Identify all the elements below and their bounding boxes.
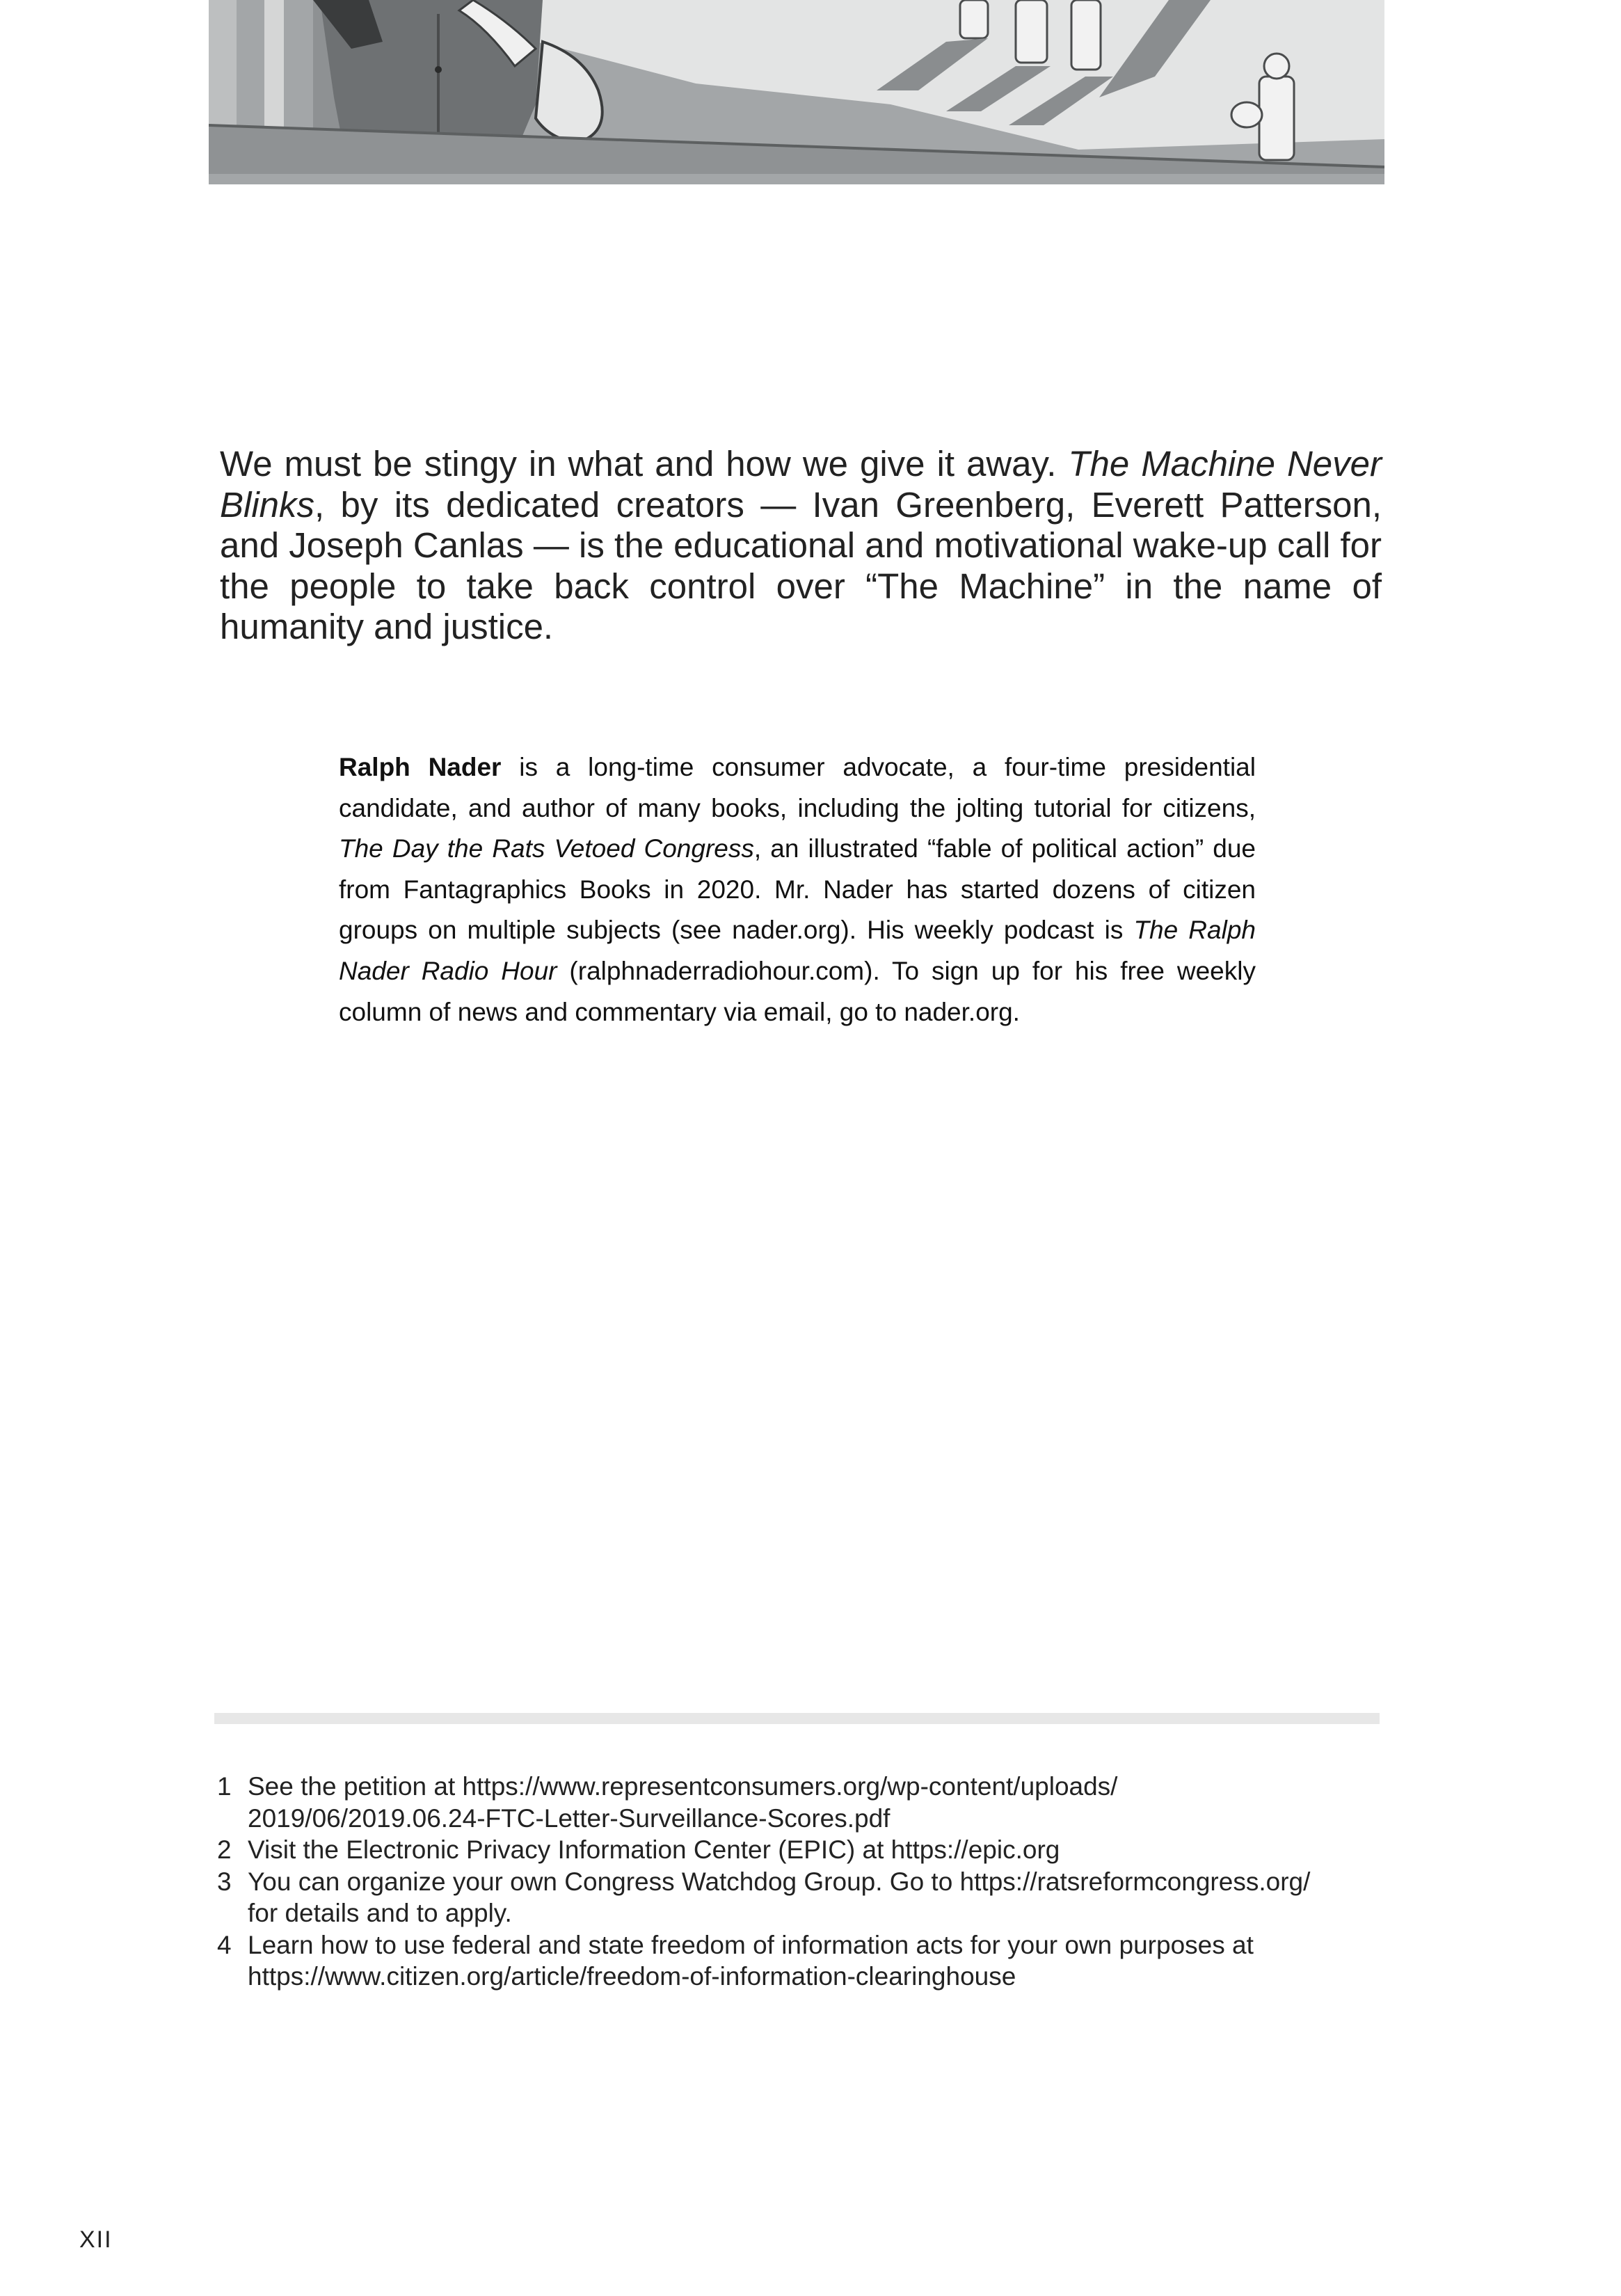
footnote-item <box>217 1866 1386 1929</box>
footnote-number: 4 <box>217 1930 232 1959</box>
bio-text-part1: is a long-time consumer advocate, a four-time presidential candidate, and author of many books, including the jolting tutorial for citizens, <box>339 753 1256 822</box>
bio-podcast-title: The Ralph Nader Radio Hour <box>339 916 1256 985</box>
bio-book-title: The Day the Rats Vetoed Congress <box>339 834 754 863</box>
footnote-text: You can organize your own Congress Watchdog Group. Go to https://ratsreformcongress.org/ for details and to apply. <box>248 1867 1311 1927</box>
footnote-number: 3 <box>217 1867 232 1896</box>
comic-panel-icon <box>209 0 1384 184</box>
footnote-text: Learn how to use federal and state freedom of information acts for your own purposes at https://www.citizen.org/article/freedom-of-information-clearinghouse <box>248 1930 1254 1991</box>
footnotes-list <box>217 1771 1386 1993</box>
footnote-divider <box>214 1713 1380 1724</box>
author-name: Ralph Nader <box>339 753 502 781</box>
book-title: The Machine Never Blinks <box>220 444 1382 525</box>
body-text-part1: We must be stingy in what and how we give it away. <box>220 444 1069 484</box>
bio-text-part3: (ralphnaderradiohour.com). To sign up for his free weekly column of news and commentary via email, go to nader.org. <box>339 956 1256 1026</box>
body-text-part2: , by its dedicated creators — Ivan Greenberg, Everett Patterson, and Joseph Canlas — is the educational and motivational wake-up call for the people to take back control over “The Machine” in the name of humanity and justice. <box>220 484 1382 646</box>
footnote-item <box>217 1929 1386 1993</box>
author-bio <box>339 747 1256 1033</box>
footnote-text: Visit the Electronic Privacy Information Center (EPIC) at https://epic.org <box>248 1835 1060 1864</box>
bio-text-part2: , an illustrated “fable of political action” due from Fantagraphics Books in 2020. Mr. Nader has started dozens of citizen groups on multiple subjects (see nader.org). His weekly podcast is <box>339 834 1256 945</box>
page-number: XII <box>79 2226 113 2253</box>
footnote-number: 2 <box>217 1835 232 1864</box>
footnote-item <box>217 1834 1386 1866</box>
footnote-number: 1 <box>217 1772 232 1801</box>
footnote-item <box>217 1771 1386 1834</box>
comic-panel-illustration <box>209 0 1384 184</box>
body-paragraph <box>220 444 1382 648</box>
footnote-text: See the petition at https://www.representconsumers.org/wp-content/uploads/2019/06/2019.06.24-FTC-Letter-Surveillance-Scores.pdf <box>248 1772 1118 1833</box>
